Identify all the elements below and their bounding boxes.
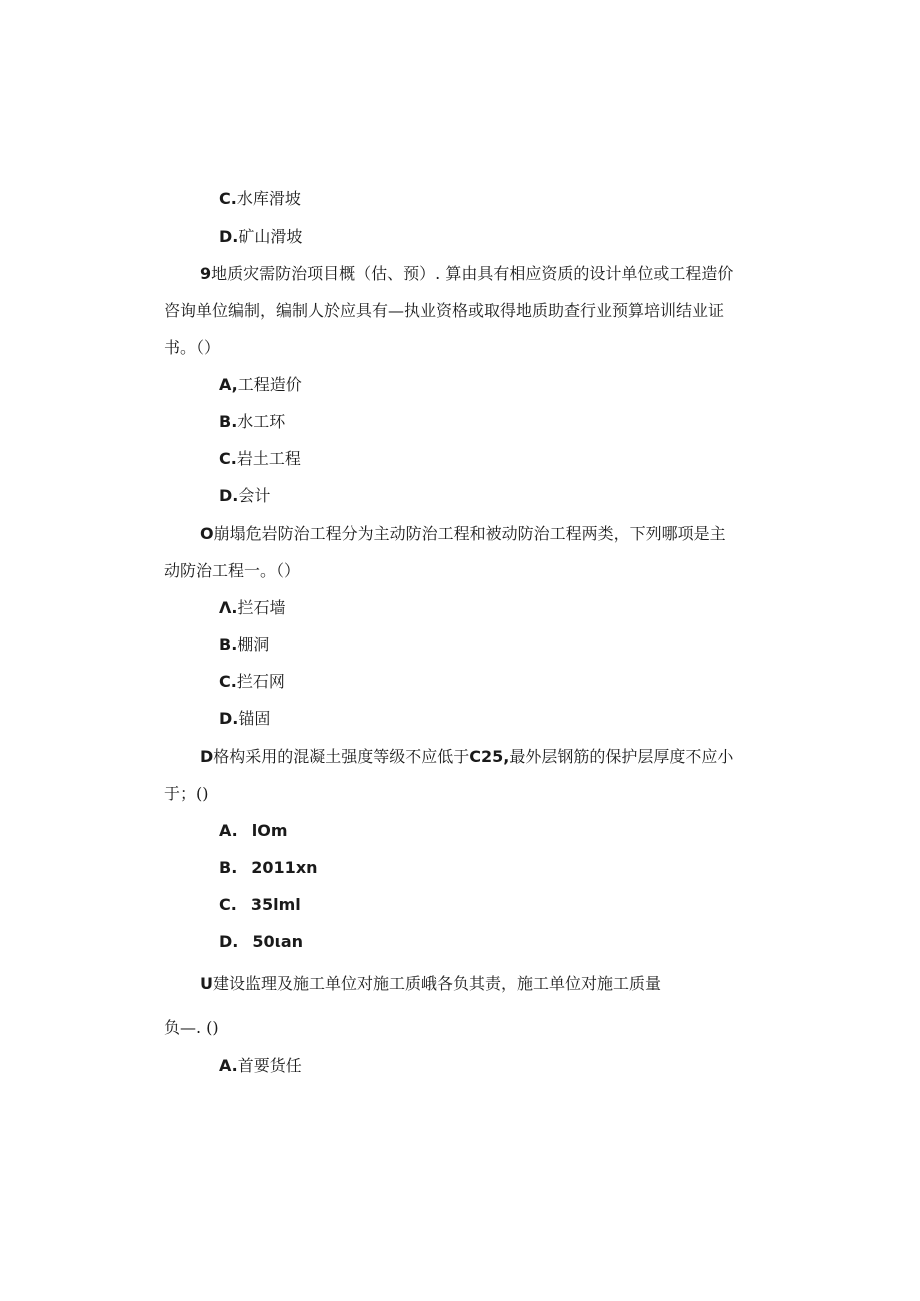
option-key: D.	[219, 227, 239, 246]
option-text: 工程造价	[237, 375, 302, 394]
option-text: 会计	[238, 486, 271, 505]
question-11-option-b	[219, 858, 318, 878]
question-9-option-d	[219, 486, 270, 506]
question-12-option-a	[219, 1056, 302, 1076]
option-key: C.	[219, 449, 237, 468]
option-text: 50ιan	[252, 932, 304, 951]
option-c-prev	[219, 189, 301, 209]
question-10-line-1	[200, 524, 726, 544]
question-text: 地质灾需防治项目概（估、预）. 算由具有相应资质的设计单位或工程造价	[211, 264, 734, 283]
question-10-option-a	[219, 598, 285, 618]
question-11-option-c	[219, 895, 301, 915]
question-10-option-d	[219, 709, 270, 729]
option-key: A.	[219, 821, 238, 840]
option-key: A,	[219, 375, 238, 394]
option-key: C.	[219, 189, 237, 208]
question-10-line-2: 动防治工程一。（）	[164, 561, 301, 580]
option-key: D.	[219, 932, 239, 951]
option-text: lOm	[251, 821, 288, 840]
option-text: 首要货任	[237, 1056, 302, 1075]
question-text: 格构采用的混凝土强度等级不应低于	[213, 747, 470, 766]
option-key: A.	[219, 1056, 238, 1075]
question-grade: C25,	[469, 747, 510, 766]
question-9-option-c	[219, 449, 301, 469]
option-key: Λ.	[219, 598, 238, 617]
option-text: 拦石墙	[237, 598, 286, 617]
question-10-option-b	[219, 635, 269, 655]
question-number: U	[200, 974, 213, 993]
option-text: 矿山滑坡	[238, 227, 303, 246]
question-9-line-3: 书。（）	[164, 338, 221, 357]
option-text: 岩土工程	[236, 449, 301, 468]
option-key: D.	[219, 486, 239, 505]
question-11-option-d	[219, 932, 303, 952]
option-text: 水库滑坡	[236, 189, 301, 208]
option-key: B.	[219, 412, 238, 431]
option-text: 水工环	[237, 412, 286, 431]
question-12-line-2: 负—. ()	[164, 1018, 219, 1037]
question-text: 崩塌危岩防治工程分为主动防治工程和被动防治工程两类，下列哪项是主	[213, 524, 726, 543]
option-text: 拦石网	[236, 672, 285, 691]
question-9-line-1	[200, 264, 733, 284]
question-number: O	[200, 524, 214, 543]
question-number: 9	[200, 264, 212, 283]
question-9-option-b	[219, 412, 285, 432]
option-key: B.	[219, 858, 238, 877]
option-text: 棚洞	[237, 635, 270, 654]
question-10-option-c	[219, 672, 285, 692]
question-text: 最外层钢筋的保护层厚度不应小	[509, 747, 734, 766]
option-text: 2011xn	[251, 858, 318, 877]
question-9-option-a	[219, 375, 302, 395]
question-text: 建设监理及施工单位对施工质峨各负其责，施工单位对施工质量	[213, 974, 662, 993]
option-key: C.	[219, 672, 237, 691]
option-key: B.	[219, 635, 238, 654]
option-key: D.	[219, 709, 239, 728]
question-11-option-a	[219, 821, 288, 841]
question-9-line-2: 咨询单位编制，编制人於应具有—执业资格或取得地质助查行业预算培训结业证	[164, 301, 725, 320]
question-11-line-2: 于；()	[164, 784, 209, 803]
option-text: 35lml	[250, 895, 301, 914]
option-text: 锚固	[238, 709, 271, 728]
question-11-line-1	[200, 747, 733, 767]
option-key: C.	[219, 895, 237, 914]
question-number: D	[200, 747, 214, 766]
option-d-prev	[219, 227, 302, 247]
question-12-line-1	[200, 974, 661, 994]
